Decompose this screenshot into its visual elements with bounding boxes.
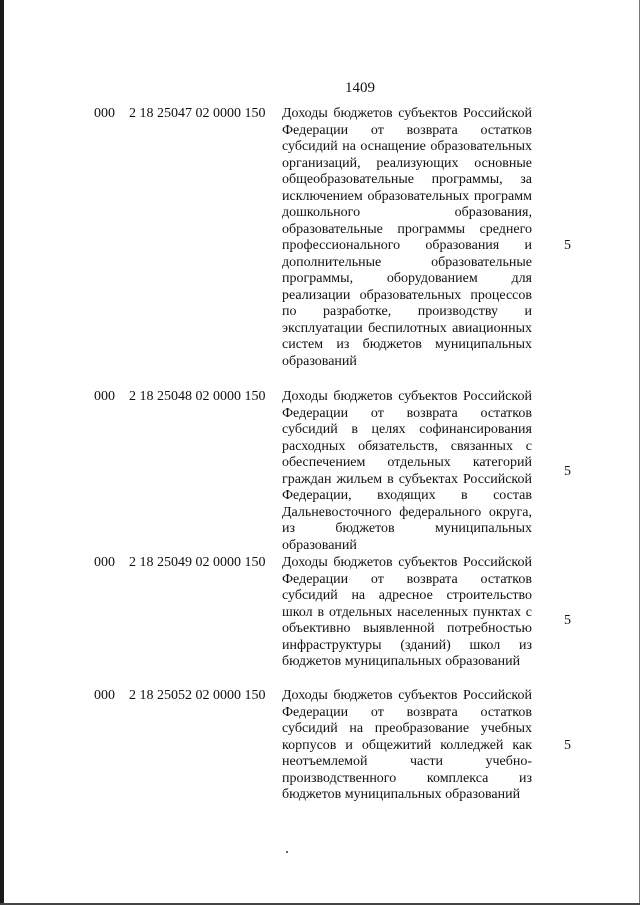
scan-border-left	[0, 0, 4, 905]
scan-speck	[286, 851, 288, 853]
budget-classification-code: 2 18 25048 02 0000 150	[129, 389, 266, 404]
income-description: Доходы бюджетов субъектов Российской Федерации от возврата остатков субсидий на адресное строительство школ в отдельных населенных пунктах с объективно выявленной потребностью инфраструктуры (зданий) школ из бюджетов муниципальных образований	[282, 555, 532, 669]
income-description: Доходы бюджетов субъектов Российской Федерации от возврата остатков субсидий в целях софинансирования расходных обязательств, связанных с обеспечением отдельных категорий граждан жильем в субъектах Российской Федерации, входящих в состав Дальневосточного федерального округа, из бюджетов муниципальных образований	[282, 389, 532, 553]
distribution-norm: 5	[564, 613, 571, 628]
budget-classification-code: 2 18 25052 02 0000 150	[129, 688, 266, 703]
page-number: 1409	[345, 80, 375, 96]
income-description: Доходы бюджетов субъектов Российской Федерации от возврата остатков субсидий на преобразование учебных корпусов и общежитий колледжей как неотъемлемой части учебно-производственного комплекса из бюджетов муниципальных образований	[282, 688, 532, 802]
admin-code: 000	[94, 389, 115, 404]
distribution-norm: 5	[564, 238, 571, 253]
budget-classification-code: 2 18 25049 02 0000 150	[129, 555, 266, 570]
admin-code: 000	[94, 688, 115, 703]
income-description: Доходы бюджетов субъектов Российской Федерации от возврата остатков субсидий на оснащение образовательных организаций, реализующих основные общеобразовательные программы, за исключением образовательных программ дошкольного образования, образовательные программы среднего профессионального образования и дополнительные образовательные программы, оборудованием для реализации образовательных процессов по разработке, производству и эксплуатации беспилотных авиационных систем из бюджетов муниципальных образований	[282, 106, 532, 369]
distribution-norm: 5	[564, 464, 571, 479]
budget-classification-code: 2 18 25047 02 0000 150	[129, 106, 266, 121]
admin-code: 000	[94, 555, 115, 570]
distribution-norm: 5	[564, 738, 571, 753]
admin-code: 000	[94, 106, 115, 121]
